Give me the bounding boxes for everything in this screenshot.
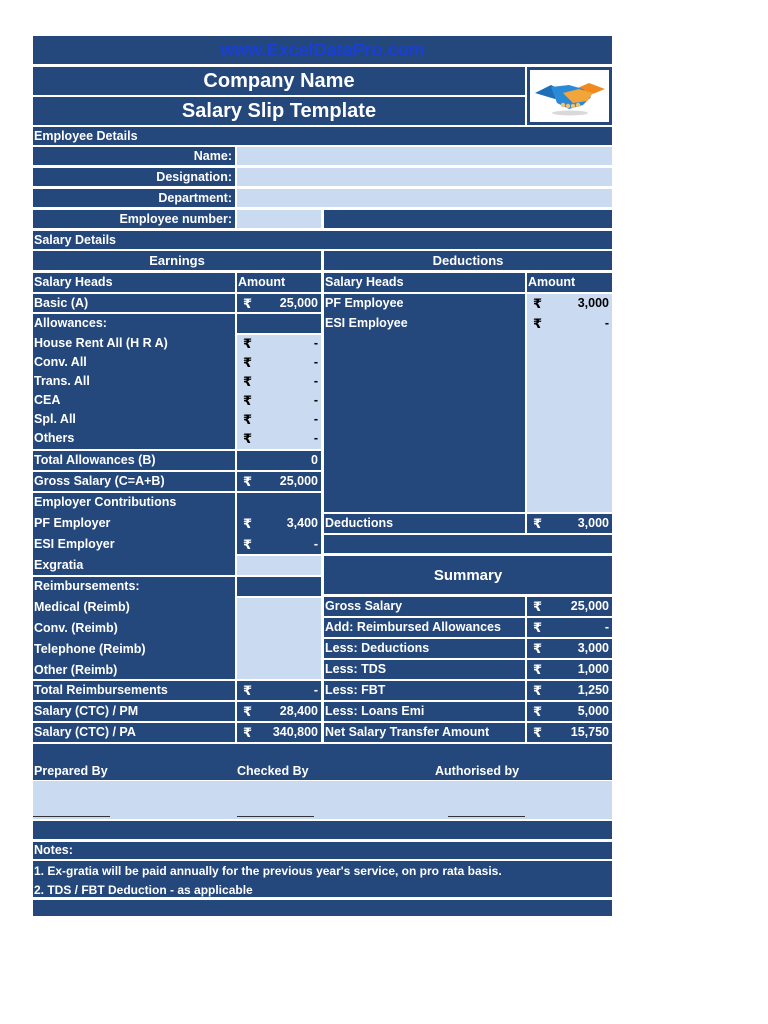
earnings-title: Earnings [33, 251, 321, 270]
authorised-by-signature-line[interactable] [448, 816, 525, 817]
rupee-symbol: ₹ [243, 431, 253, 446]
handshake-icon [530, 70, 609, 122]
esi-employer-value: - [313, 537, 318, 552]
summary-row-amount [527, 702, 612, 721]
rupee-symbol: ₹ [243, 704, 253, 719]
summary-row-label: Less: Loans Emi [324, 702, 525, 721]
allowance-row: Trans. All [34, 374, 90, 389]
logo-frame [527, 67, 612, 125]
notes-footer-bar [33, 900, 612, 916]
summary-row-value: 3,000 [577, 641, 609, 656]
summary-row-label: Gross Salary [324, 597, 525, 616]
reimbursement-row: Medical (Reimb) [34, 600, 130, 615]
deduction-amount [527, 294, 612, 313]
summary-row-amount [527, 597, 612, 616]
deductions-total-value: 3,000 [577, 516, 609, 531]
summary-row-label: Less: TDS [324, 660, 525, 679]
allowance-amount [237, 429, 321, 448]
note-line: 2. TDS / FBT Deduction - as applicable [34, 883, 253, 897]
rupee-symbol: ₹ [533, 296, 543, 311]
checked-by-label: Checked By [237, 763, 309, 778]
rupee-symbol: ₹ [533, 662, 543, 677]
summary-row-value: 5,000 [577, 704, 609, 719]
deductions-total-amount [527, 514, 612, 533]
rupee-symbol: ₹ [243, 683, 253, 698]
deductions-title: Deductions [324, 251, 612, 270]
basic-amount [237, 294, 321, 312]
allowance-amount [237, 372, 321, 391]
deduction-value: 3,000 [577, 296, 609, 311]
rupee-symbol: ₹ [243, 355, 253, 370]
department-label: Department: [33, 189, 235, 207]
allowance-amount [237, 334, 321, 353]
esi-employer-amount [237, 535, 321, 554]
net-salary-amount [527, 723, 612, 742]
total-allowances-value: 0 [237, 451, 321, 470]
summary-row-value: - [604, 620, 609, 635]
allowance-value: - [313, 393, 318, 408]
allowance-row: CEA [34, 393, 61, 408]
signature-area [33, 781, 612, 819]
reimbursements-amount-header [237, 577, 321, 596]
ctc-pm-value: 28,400 [279, 704, 318, 719]
summary-row-label: Add: Reimbursed Allowances [324, 618, 525, 637]
summary-title: Summary [324, 556, 612, 594]
summary-row-amount [527, 639, 612, 658]
rupee-symbol: ₹ [533, 683, 543, 698]
summary-row-value: 1,000 [577, 662, 609, 677]
company-name: Company Name [33, 67, 525, 95]
total-reimbursements-value: - [313, 683, 318, 698]
earnings-amount-header: Amount [237, 273, 321, 292]
pf-employer-value: 3,400 [286, 516, 318, 531]
employee-details-header: Employee Details [33, 127, 612, 145]
basic-value: 25,000 [279, 295, 318, 310]
deductions-heads-header: Salary Heads [324, 273, 525, 292]
gross-salary-label: Gross Salary (C=A+B) [33, 472, 235, 491]
salary-details-header: Salary Details [33, 231, 612, 249]
pf-employer-label: PF Employer [34, 516, 111, 531]
rupee-symbol: ₹ [243, 295, 253, 311]
reimbursements-label: Reimbursements: [34, 579, 140, 594]
allowance-row: House Rent All (H R A) [34, 336, 168, 351]
signatures-footer-bar [33, 821, 612, 839]
net-salary-label: Net Salary Transfer Amount [324, 723, 525, 742]
summary-row-label: Less: Deductions [324, 639, 525, 658]
summary-row-amount [527, 681, 612, 700]
rupee-symbol: ₹ [533, 599, 543, 614]
summary-row-label: Less: FBT [324, 681, 525, 700]
allowances-amount-blank [237, 314, 321, 333]
allowance-value: - [313, 355, 318, 370]
employee-number-filler [324, 210, 612, 228]
gross-salary-amount [237, 472, 321, 491]
summary-row-value: 1,250 [577, 683, 609, 698]
exgratia-field[interactable] [237, 556, 321, 575]
allowance-value: - [313, 412, 318, 427]
deductions-total-label: Deductions [324, 514, 525, 533]
allowance-amount [237, 391, 321, 410]
allowance-value: - [313, 431, 318, 446]
deduction-row: PF Employee [325, 296, 404, 311]
ctc-pa-label: Salary (CTC) / PA [33, 723, 235, 742]
reimbursement-row: Conv. (Reimb) [34, 621, 118, 636]
deductions-amount-header: Amount [527, 273, 612, 292]
rupee-symbol: ₹ [243, 516, 253, 531]
pf-employer-amount [237, 514, 321, 533]
page-title: Salary Slip Template [33, 97, 525, 125]
allowance-row: Conv. All [34, 355, 87, 370]
rupee-symbol: ₹ [533, 725, 543, 740]
rupee-symbol: ₹ [533, 641, 543, 656]
allowance-value: - [313, 336, 318, 351]
website-bar [33, 36, 612, 64]
allowance-row: Others [34, 431, 75, 446]
notes-title: Notes: [33, 842, 612, 859]
summary-row-amount [527, 618, 612, 637]
rupee-symbol: ₹ [533, 704, 543, 719]
allowance-row: Spl. All [34, 412, 76, 427]
ctc-pa-amount [237, 723, 321, 742]
authorised-by-label: Authorised by [435, 763, 520, 778]
name-field[interactable] [237, 147, 612, 165]
rupee-symbol: ₹ [243, 374, 253, 389]
total-reimbursements-label: Total Reimbursements [33, 681, 235, 700]
allowance-value: - [313, 374, 318, 389]
employee-number-label: Employee number: [33, 210, 235, 228]
checked-by-signature-line[interactable] [237, 816, 314, 817]
summary-row-amount [527, 660, 612, 679]
reimbursements-amount-column [237, 598, 321, 679]
rupee-symbol: ₹ [243, 474, 253, 489]
designation-field[interactable] [237, 168, 612, 186]
rupee-symbol: ₹ [243, 336, 253, 351]
rupee-symbol: ₹ [533, 620, 543, 635]
notes-body [33, 861, 612, 897]
rupee-symbol: ₹ [533, 316, 543, 331]
deduction-value: - [604, 316, 609, 331]
designation-label: Designation: [33, 168, 235, 186]
ctc-pm-amount [237, 702, 321, 721]
rupee-symbol: ₹ [243, 725, 253, 740]
prepared-by-label: Prepared By [34, 763, 108, 778]
total-allowances-label: Total Allowances (B) [33, 451, 235, 470]
prepared-by-signature-line[interactable] [33, 816, 110, 817]
allowance-amount [237, 410, 321, 429]
deduction-row: ESI Employee [325, 316, 408, 331]
name-label: Name: [33, 147, 235, 165]
deductions-spacer [324, 535, 612, 553]
allowance-amount [237, 353, 321, 372]
rupee-symbol: ₹ [533, 516, 543, 531]
rupee-symbol: ₹ [243, 412, 253, 427]
rupee-symbol: ₹ [243, 537, 253, 552]
employee-number-field[interactable] [237, 210, 321, 228]
esi-employer-label: ESI Employer [34, 537, 115, 552]
employer-contributions-label: Employer Contributions [34, 495, 177, 510]
department-field[interactable] [237, 189, 612, 207]
exgratia-label: Exgratia [34, 558, 84, 573]
earnings-heads-header: Salary Heads [33, 273, 235, 292]
deduction-amount [527, 314, 612, 333]
reimbursement-row: Other (Reimb) [34, 662, 118, 677]
gross-salary-value: 25,000 [279, 474, 318, 489]
reimbursement-row: Telephone (Reimb) [34, 642, 146, 657]
note-line: 1. Ex-gratia will be paid annually for the previous year's service, on pro rata basis. [34, 864, 502, 878]
ctc-pa-value: 340,800 [272, 725, 318, 740]
allowances-label: Allowances: [34, 316, 107, 331]
website-link[interactable]: www.ExcelDataPro.com [220, 40, 425, 60]
summary-row-value: 25,000 [570, 599, 609, 614]
rupee-symbol: ₹ [243, 393, 253, 408]
basic-label: Basic (A) [33, 294, 235, 312]
net-salary-value: 15,750 [570, 725, 609, 740]
ctc-pm-label: Salary (CTC) / PM [33, 702, 235, 721]
total-reimbursements-amount [237, 681, 321, 700]
